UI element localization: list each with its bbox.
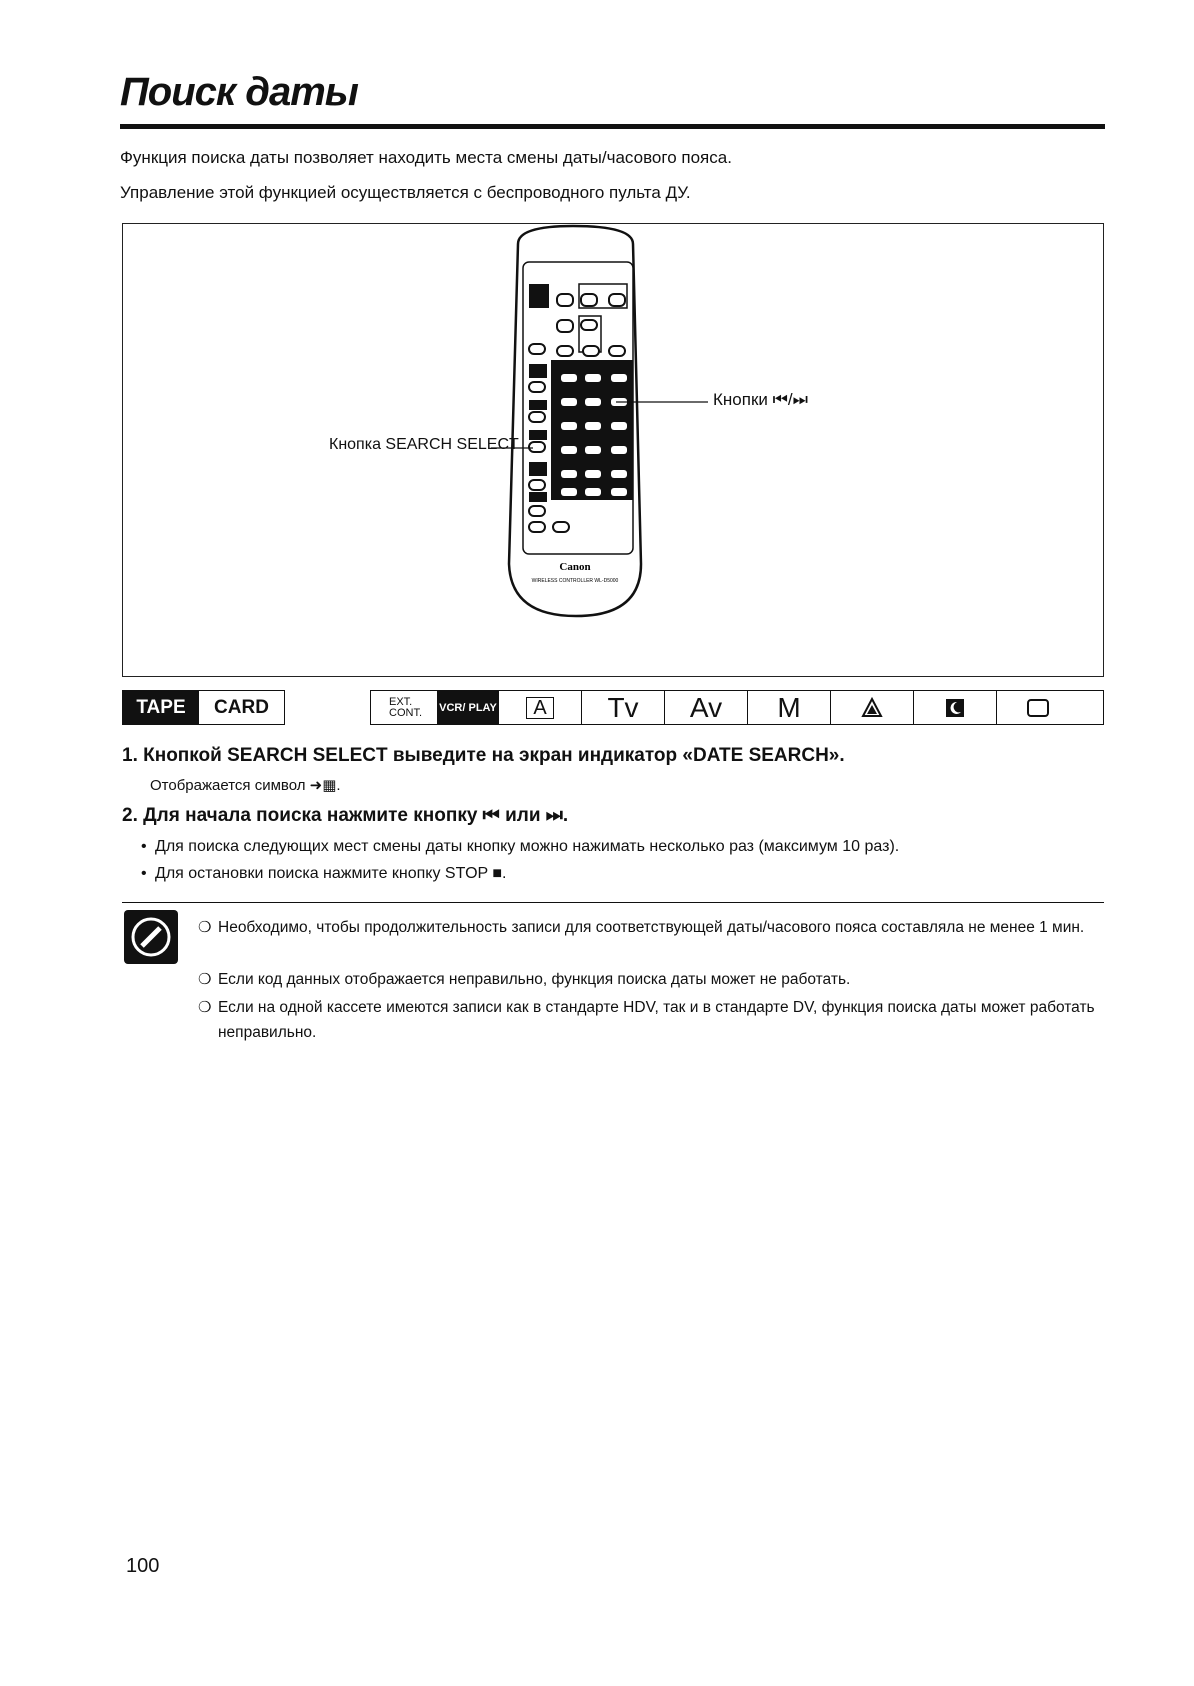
remote-control-illustration — [123, 224, 1105, 678]
intro-line-2: Управление этой функцией осуществляется с беспроводного пульта ДУ. — [120, 183, 691, 202]
step-2-bullet-2: • Для остановки поиска нажмите кнопку STOP ■. — [155, 865, 506, 883]
media-tabs — [122, 690, 285, 725]
intro-line-1: Функция поиска даты позволяет находить места смены даты/часового пояса. — [120, 148, 732, 167]
remote-model: WIRELESS CONTROLLER WL-D5000 — [531, 578, 619, 584]
mode-tabs — [370, 690, 1104, 725]
step-2-bullet-1: • Для поиска следующих мест смены даты кнопку можно нажимать несколько раз (максимум 10 раз). — [155, 838, 899, 856]
remote-figure — [122, 223, 1104, 677]
portrait-scene-icon — [861, 697, 883, 719]
tv-mode: Tv — [581, 691, 664, 724]
moon-icon — [945, 698, 965, 718]
frame-mode-icon — [996, 691, 1079, 724]
step-1: 1. Кнопкой SEARCH SELECT выведите на экран индикатор «DATE SEARCH». — [122, 745, 845, 766]
skip-buttons-label: Кнопки ⏮/⏭ — [713, 390, 808, 409]
pencil-note-icon — [124, 910, 178, 964]
note-1: ❍ Необходимо, чтобы продолжительность записи для соответствующей даты/часового пояса составляла не менее 1 мин. — [218, 915, 1098, 940]
m-mode: M — [747, 691, 830, 724]
auto-mode-label: A — [526, 697, 553, 719]
note-2: ❍ Если код данных отображается неправильно, функция поиска даты может не работать. — [218, 967, 1098, 992]
step-2: 2. Для начала поиска нажмите кнопку ⏮ или ⏭. — [122, 805, 569, 826]
av-mode: Av — [664, 691, 747, 724]
title-rule — [120, 124, 1105, 129]
scene-mode-icon — [830, 691, 913, 724]
page-title: Поиск даты — [120, 70, 358, 114]
step-1-sub: Отображается символ ➜▦. — [150, 777, 341, 794]
vcr-play-mode: VCR/ PLAY — [437, 691, 498, 724]
remote-brand: Canon — [559, 561, 591, 573]
frame-icon — [1026, 698, 1050, 718]
page-number: 100 — [126, 1555, 160, 1577]
auto-mode — [498, 691, 581, 724]
note-3: ❍ Если на одной кассете имеются записи как в стандарте HDV, так и в стандарте DV, функция поиска даты может работать неправильно. — [218, 995, 1098, 1045]
search-select-label: Кнопка SEARCH SELECT — [329, 436, 519, 453]
notes-divider — [122, 902, 1104, 903]
ext-cont-mode: EXT. CONT. — [389, 695, 422, 719]
card-tab: CARD — [214, 696, 269, 718]
tape-tab: TAPE — [123, 691, 199, 724]
night-mode-icon — [913, 691, 996, 724]
